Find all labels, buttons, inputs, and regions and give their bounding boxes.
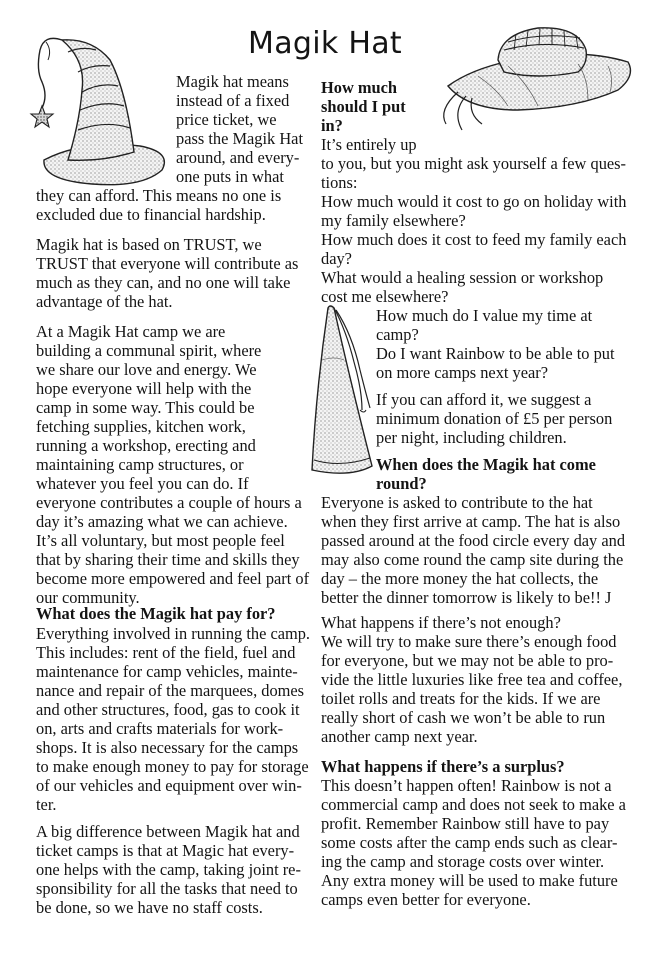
pay-line: on, arts and crafts materials for work- [36,719,284,738]
surplus-line: commercial camp and does not seek to make a [321,795,626,814]
intro-line: instead of a fixed [176,91,290,110]
sun-hat-illustration [438,20,638,135]
intro-line: around, and every- [176,148,300,167]
when-line: Everyone is asked to contribute to the hat [321,493,593,512]
trust-line: Magik hat is based on TRUST, we [36,235,262,254]
pay-line: and other structures, food, gas to cook it [36,700,300,719]
when-heading: round? [376,474,427,493]
camp-line: day it’s amazing what we can achieve. [36,512,288,531]
pay-line: nance and repair of the marquees, domes [36,681,305,700]
notenough-line: What happens if there’s not enough? [321,613,561,632]
intro-line: Magik hat means [176,72,289,91]
howmuch-line: to you, but you might ask yourself a few ques- [321,154,626,173]
surplus-line: ing the camp and storage costs over winter. [321,852,605,871]
pay-line: This includes: rent of the field, fuel and [36,643,296,662]
camp-line: hope everyone will help with the [36,379,252,398]
camp-line: fetching supplies, kitchen work, [36,417,246,436]
difference-line: one helps with the camp, taking joint re- [36,860,301,879]
trust-line: advantage of the hat. [36,292,173,311]
surplus-heading: What happens if there’s a surplus? [321,757,565,776]
when-line: better the dinner tomorrow is likely to be!! J [321,588,612,607]
notenough-line: another camp next year. [321,727,478,746]
camp-line: our community. [36,588,140,607]
suggest-line: per night, including children. [376,428,567,447]
camp-line: whatever you feel you can do. If [36,474,249,493]
camp-line: camp in some way. This could be [36,398,255,417]
camp-line: It’s all voluntary, but most people feel [36,531,285,550]
howmuch-heading: in? [321,116,343,135]
howmuch-line: How much do I value my time at [376,306,593,325]
difference-line: be done, so we have no staff costs. [36,898,263,917]
intro-line: price ticket, we [176,110,277,129]
camp-line: running a workshop, erecting and [36,436,256,455]
surplus-line: some costs after the camp ends such as clear- [321,833,618,852]
howmuch-line: How much does it cost to feed my family each [321,230,627,249]
howmuch-heading: should I put [321,97,406,116]
camp-line: that by sharing their time and skills they [36,550,300,569]
howmuch-line: Do I want Rainbow to be able to put [376,344,615,363]
trust-line: TRUST that everyone will contribute as [36,254,299,273]
pay-line: to make enough money to pay for storage [36,757,309,776]
howmuch-heading: How much [321,78,398,97]
difference-line: ticket camps is that at Magic hat every- [36,841,295,860]
difference-line: A big difference between Magik hat and [36,822,300,841]
intro-line: they can afford. This means no one is [36,186,282,205]
when-line: when they first arrive at camp. The hat is also [321,512,621,531]
howmuch-line: camp? [376,325,419,344]
howmuch-line: How much would it cost to go on holiday with [321,192,627,211]
surplus-line: This doesn’t happen often! Rainbow is not a [321,776,612,795]
cone-hat-illustration [300,300,380,485]
pay-line: shops. It is also necessary for the camps [36,738,299,757]
howmuch-line: tions: [321,173,358,192]
pay-line: Everything involved in running the camp. [36,624,311,643]
trust-line: much as they can, and no one will take [36,273,291,292]
notenough-line: really short of cash we won’t be able to run [321,708,606,727]
pay-line: of our vehicles and equipment over win- [36,776,302,795]
difference-line: sponsibility for all the tasks that need to [36,879,298,898]
when-heading: When does the Magik hat come [376,455,596,474]
suggest-line: If you can afford it, we suggest a [376,390,592,409]
suggest-line: minimum donation of £5 per person [376,409,613,428]
camp-line: everyone contributes a couple of hours a [36,493,302,512]
page-title: Magik Hat [248,26,402,61]
when-line: may also come round the camp site during the [321,550,624,569]
when-line: passed around at the food circle every day and [321,531,626,550]
notenough-line: vide the little luxuries like free tea and coffee, [321,670,623,689]
howmuch-line: It’s entirely up [321,135,417,154]
surplus-line: profit. Remember Rainbow still have to pay [321,814,610,833]
intro-line: excluded due to financial hardship. [36,205,266,224]
howmuch-line: day? [321,249,352,268]
howmuch-line: my family elsewhere? [321,211,466,230]
camp-line: maintaining camp structures, or [36,455,244,474]
wizard-hat-illustration [22,20,172,190]
camp-line: At a Magik Hat camp we are [36,322,226,341]
camp-line: we share our love and energy. We [36,360,257,379]
camp-line: become more empowered and feel part of [36,569,310,588]
pay-heading: What does the Magik hat pay for? [36,604,276,623]
howmuch-line: cost me elsewhere? [321,287,449,306]
pay-line: maintenance for camp vehicles, mainte- [36,662,298,681]
surplus-line: camps even better for everyone. [321,890,531,909]
surplus-line: Any extra money will be used to make future [321,871,618,890]
intro-line: one puts in what [176,167,284,186]
notenough-line: for everyone, but we may not be able to pro- [321,651,614,670]
howmuch-line: What would a healing session or workshop [321,268,604,287]
intro-line: pass the Magik Hat [176,129,304,148]
notenough-line: toilet rolls and treats for the kids. If we are [321,689,601,708]
pay-line: ter. [36,795,57,814]
camp-line: building a communal spirit, where [36,341,262,360]
when-line: day – the more money the hat collects, the [321,569,599,588]
notenough-line: We will try to make sure there’s enough food [321,632,617,651]
howmuch-line: on more camps next year? [376,363,549,382]
